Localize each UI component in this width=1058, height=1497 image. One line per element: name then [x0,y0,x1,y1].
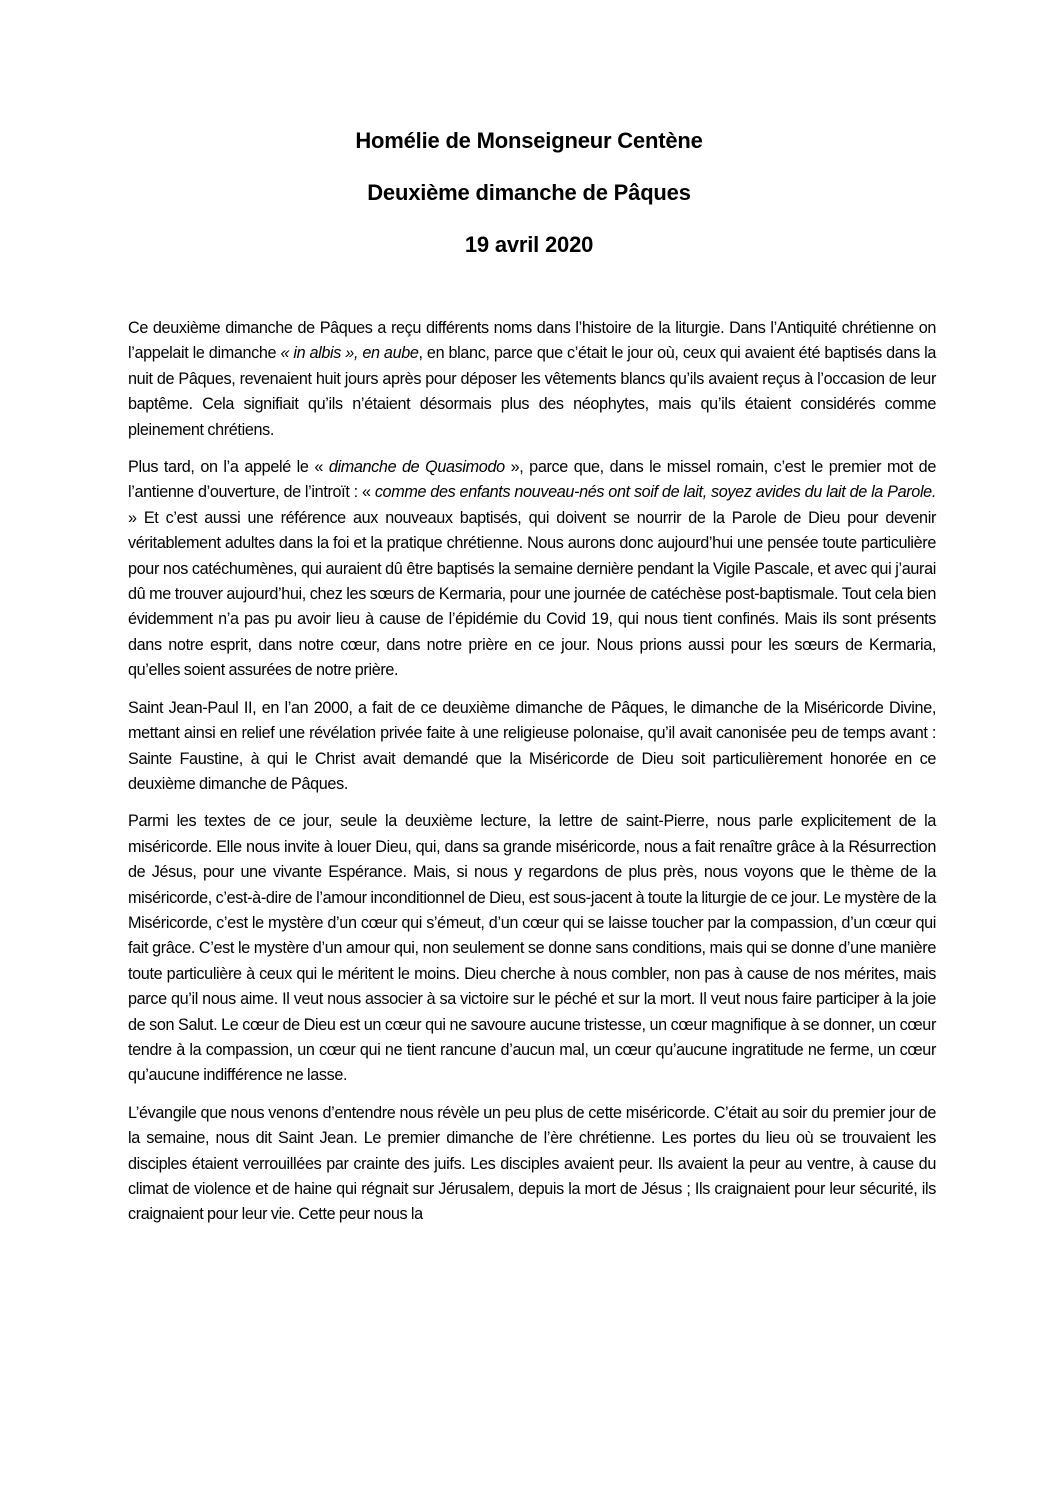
paragraph-text: » Et c’est aussi une référence aux nouveaux baptisés, qui doivent se nourrir de la Parole de Dieu pour devenir véritablement adultes dans la foi et la pratique chrétienne. Nous aurons donc aujourd’hui une pensée toute particulière pour nos catéchumènes, qui auraient dû être baptisés la semaine dernière pendant la Vigile Pascale, et avec qui j’aurai dû me trouver aujourd’hui, chez les sœurs de Kermaria, pour une journée de catéchèse post-baptismale. Tout cela bien évidemment n’a pas pu avoir lieu à cause de l’épidémie du Covid 19, qui nous tient confinés. Mais ils sont présents dans notre esprit, dans notre cœur, dans notre prière en ce jour. Nous prions aussi pour les sœurs de Kermaria, qu’elles soient assurées de notre prière. [128,508,936,680]
paragraph-divine-mercy [128,696,936,798]
paragraph-text: Saint Jean-Paul II, en l’an 2000, a fait de ce deuxième dimanche de Pâques, le dimanche de la Miséricorde Divine, mettant ainsi en relief une révélation privée faite à une religieuse polonaise, qu’il avait canonisée peu de temps avant : Sainte Faustine, à qui le Christ avait demandé que la Miséricorde de Dieu soit particulièrement honorée en ce deuxième dimanche de Pâques. [128,698,936,793]
paragraph-text: Ce deuxième dimanche de Pâques a reçu différents noms dans l’histoire de la liturgie. Dans l’Antiquité chrétienne on l’appelait le dimanche [128,319,936,363]
paragraph-italic-text: « in albis », en aube [280,344,419,363]
paragraph-in-albis [128,316,936,443]
paragraph-gospel [128,1101,936,1228]
liturgical-day: Deuxième dimanche de Pâques [367,180,691,205]
paragraph-text: L’évangile que nous venons d’entendre nous révèle un peu plus de cette miséricorde. C’était au soir du premier jour de la semaine, nous dit Saint Jean. Le premier dimanche de l’ère chrétienne. Les portes du lieu où se trouvaient les disciples étaient verrouillées par crainte des juifs. Les disciples avaient peur. Ils avaient la peur au ventre, à cause du climat de violence et de haine qui régnait sur Jérusalem, depuis la mort de Jésus ; Ils craignaient pour leur sécurité, ils craignaient pour leur vie. Cette peur nous la [128,1103,936,1224]
paragraph-quasimodo [128,455,936,684]
title-block [0,128,1058,284]
homily-title: Homélie de Monseigneur Centène [355,128,703,153]
homily-date: 19 avril 2020 [464,232,594,257]
paragraph-text: , en blanc, parce que c’était le jour où, ceux qui avaient été baptisés dans la nuit de Pâques, revenaient huit jours après pour déposer les vêtements blancs qu’ils avaient reçus à l’occasion de leur baptême. Cela signifiait qu’ils n’étaient désormais plus des néophytes, mais qu’ils étaient considérés comme pleinement chrétiens. [128,344,936,439]
paragraph-italic-quote: comme des enfants nouveau-nés ont soif de lait, soyez avides du lait de la Parole. [374,483,936,502]
paragraph-mercy-mystery [128,809,936,1088]
paragraph-text: Plus tard, on l’a appelé le « [128,458,329,477]
paragraph-text: », parce que, dans le missel romain, c’est le premier mot de l’antienne d’ouverture, de l’introït : « [128,458,936,502]
paragraph-italic-text: dimanche de Quasimodo [328,458,505,477]
homily-body [128,316,936,1240]
paragraph-text: Parmi les textes de ce jour, seule la deuxième lecture, la lettre de saint-Pierre, nous parle explicitement de la miséricorde. Elle nous invite à louer Dieu, qui, dans sa grande miséricorde, nous a fait renaître grâce à la Résurrection de Jésus, pour une vivante Espérance. Mais, si nous y regardons de plus près, nous voyons que le thème de la miséricorde, c’est-à-dire de l’amour inconditionnel de Dieu, est sous-jacent à toute la liturgie de ce jour. Le mystère de la Miséricorde, c’est le mystère d’un cœur qui s’émeut, d’un cœur qui se laisse toucher par la compassion, d’un cœur qui fait grâce. C’est le mystère d’un amour qui, non seulement se donne sans conditions, mais qui se donne d’une manière toute particulière à ceux qui le méritent le moins. Dieu cherche à nous combler, non pas à cause de nos mérites, mais parce qu’il nous aime. Il veut nous associer à sa victoire sur le péché et sur la mort. Il veut nous faire participer à la joie de son Salut. Le cœur de Dieu est un cœur qui ne savoure aucune tristesse, un cœur magnifique à se donner, un cœur tendre à la compassion, un cœur qui ne tient rancune d’aucun mal, un cœur qu’aucune ingratitude ne ferme, un cœur qu’aucune indifférence ne lasse. [128,812,936,1085]
